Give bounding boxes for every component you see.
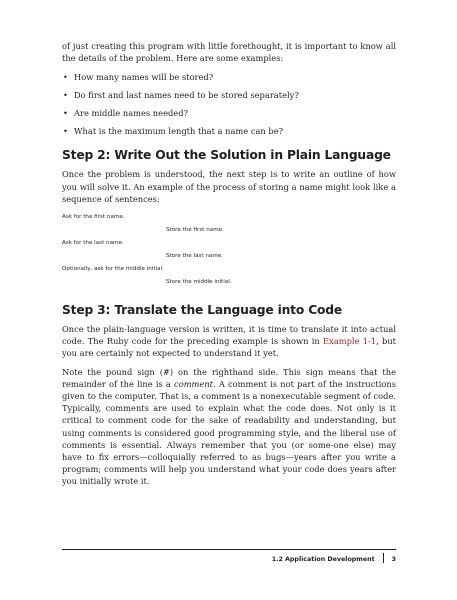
- step3-paragraph: [62, 323, 396, 360]
- step3-heading: Step 3: Translate the Language into Code: [62, 303, 343, 318]
- list-item: • What is the maximum length that a name can be?: [62, 126, 396, 137]
- step2-heading: Step 2: Write Out the Solution in Plain Language: [62, 148, 391, 163]
- examples-list: [62, 72, 396, 137]
- footer-section-title: 1.2 Application Development: [271, 556, 375, 563]
- comment-text: . A comment is not part of the instructions given to the computer. That is, a comment is a nonexecutable segment of code. Typically, comments are used to explain what the code does. Not only is it critical to comment code for the sake of readability and understanding, but using comments is considered good programming style, and the liberal use of comments is essential. Always remember that you (or some-one else) may have to fix errors—colloquially referred to as bugs—years after you write a program; comments will help you understand what your code does years after you initially wrote it.: [62, 378, 396, 487]
- intro-paragraph: of just creating this program with little forethought, it is important to know all the details of the problem. Here are some examples:: [62, 41, 396, 64]
- list-item: • How many names will be stored?: [62, 72, 396, 83]
- plain-language-line: Store the last name.: [166, 253, 224, 260]
- page-number: 3: [391, 556, 396, 563]
- plain-language-sample: [62, 212, 396, 290]
- list-item: • Are middle names needed?: [62, 108, 396, 119]
- plain-language-line: Optionally, ask for the middle initial.: [62, 266, 164, 273]
- plain-language-line: Store the middle initial.: [166, 279, 232, 286]
- comment-text: Note the pound sign (#) on the righthand side. This sign means that the remainder of the line is a: [62, 366, 396, 389]
- step2-paragraph: Once the problem is understood, the next step is to write an outline of how you will solve it. An example of the process of storing a name might look like a sequence of sentences:: [62, 169, 396, 204]
- page-body: [62, 40, 396, 488]
- plain-language-line: Store the first name.: [166, 227, 224, 234]
- comment-term: comment: [174, 378, 214, 389]
- list-item: • Do first and last names need to be stored separately?: [62, 90, 396, 101]
- plain-language-line: Ask for the last name.: [62, 240, 124, 247]
- plain-language-line: Ask for the first name.: [62, 214, 125, 221]
- step3-text: , but you are certainly not expected to understand it yet.: [62, 336, 396, 359]
- example-1-1-link[interactable]: Example 1-1: [323, 336, 377, 347]
- comment-paragraph: [62, 366, 396, 488]
- footer-divider: [62, 549, 396, 550]
- footer-separator: [383, 553, 384, 563]
- page-footer: [272, 553, 396, 563]
- step3-text: Once the plain-language version is written, it is time to translate it into actual code. The Ruby code for the preceding example is shown in: [62, 324, 396, 347]
